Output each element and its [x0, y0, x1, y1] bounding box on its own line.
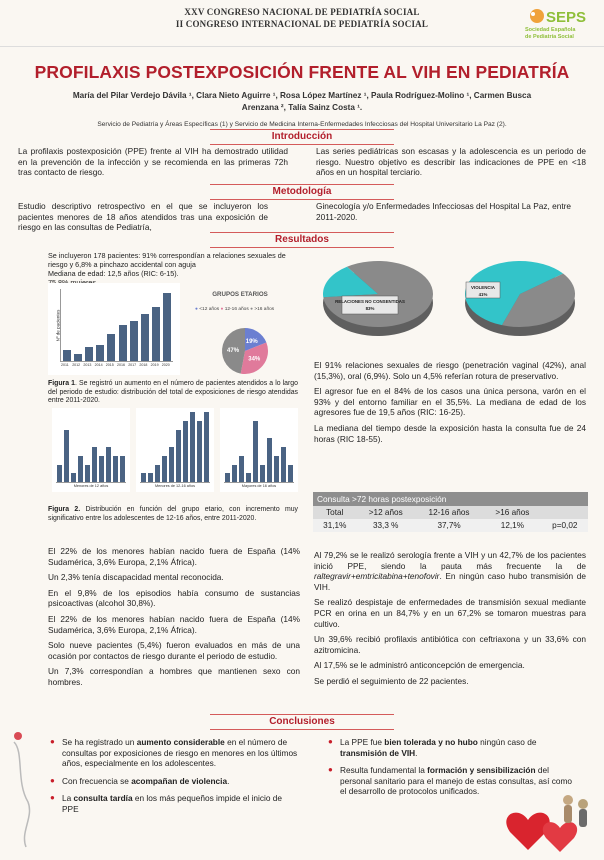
results-right-p3: La mediana del tiempo desde la exposición hasta la consulta fue de 24 horas (RIC 18-55). — [314, 422, 586, 444]
p4b: raltegravir+emtricitabina+tenofovir — [314, 571, 440, 582]
results-right-p5: Se realizó despistaje de enfermedades de transmisión sexual mediante PCR en orina en un 84,7% y en un 67,2% se tomaron muestras para cultivo. — [314, 597, 586, 629]
th-gt12: >12 años — [368, 508, 403, 517]
chart1-ylabel: Nº de pacientes — [55, 309, 61, 342]
seps-logo — [523, 4, 593, 44]
p4a: Al 79,2% se le realizó serología frente a VIH y un 42,7% de los pacientes inició PPE, siendo la pauta más frecuente la de — [314, 550, 586, 571]
c4d: transmisión de VIH — [340, 747, 416, 758]
chart1-tick: 2019 — [150, 363, 159, 367]
td-p: p=0,02 — [552, 521, 578, 530]
legend-lt12: <12 años — [199, 307, 220, 312]
table-header-row — [313, 506, 588, 519]
pie-label: 47% — [227, 347, 240, 354]
pie3d-label — [466, 282, 500, 298]
chart1-plot — [60, 289, 173, 367]
pie3d-label-text: 41% — [478, 292, 488, 297]
panel-bar — [204, 412, 209, 482]
results-left-text — [48, 546, 300, 693]
results-right-p2: El agresor fue en el 84% de los casos una única persona, varón en el 93% y del entorno familiar en el 35,5%. La mediana de edad de los agresores fue de 19,5 años (RIC: 16-25). — [314, 386, 586, 418]
panel-bar — [85, 465, 90, 483]
chart1-bar — [163, 293, 171, 361]
conclusions-left — [48, 737, 300, 821]
chart1-tick: 2020 — [161, 363, 170, 367]
c5a: Resulta fundamental la — [340, 765, 428, 775]
section-intro: Introducción — [210, 129, 394, 145]
chart1-tick: 2015 — [105, 363, 114, 367]
panel-bar — [148, 473, 153, 482]
figure1-caption — [48, 380, 298, 406]
violence-pie — [460, 252, 580, 342]
fig1-caption-text2: distribución del total de exposiciones de riesgo atendidas entre 2011-2020. — [48, 388, 298, 405]
panel-bar — [225, 473, 230, 482]
panel-bar — [288, 465, 293, 483]
chart1-bar — [119, 325, 127, 361]
chart1-tick: 2012 — [72, 363, 81, 367]
logo-sub1: Sociedad Española — [525, 27, 576, 33]
results-intro — [48, 251, 288, 287]
panel-bar — [246, 473, 251, 482]
authors-line2: Arenzana ², Talía Sainz Costa ¹. — [241, 103, 363, 112]
td-gt16: 12,1% — [500, 521, 524, 530]
panel-bar — [232, 465, 237, 483]
panel-bar — [267, 438, 272, 482]
logo-sub2: de Pediatría Social — [525, 34, 574, 40]
panel-bar — [253, 421, 258, 482]
hand-sketch-icon — [6, 722, 40, 852]
panel-bar — [141, 473, 146, 482]
chart1-tick: 2018 — [139, 363, 148, 367]
chart1-bar — [141, 314, 149, 361]
fig1-label: Figura 1 — [48, 380, 75, 387]
chart1-tick: 2017 — [128, 363, 137, 367]
age-panel — [52, 408, 130, 492]
section-results: Resultados — [210, 232, 394, 248]
chart-patients-by-year — [48, 283, 180, 375]
c1b: aumento considerable — [136, 737, 225, 747]
panel-bar — [260, 465, 265, 483]
chart1-tick: 2011 — [61, 363, 69, 367]
c4e: . — [415, 747, 418, 758]
c3b: consulta tardía — [73, 793, 133, 803]
intro-left: La profilaxis postexposición (PPE) frente al VIH ha demostrado utilidad en la prevención de la infección y se recomienda en las primeras 72h tras contacto de riesgo. — [18, 146, 288, 178]
panel-label: Mayores de 16 años — [241, 484, 277, 488]
affiliation: Servicio de Pediatría y Áreas Específicas (1) y Servicio de Medicina Interna-Enfermedades Infecciosas del Hospital Universitario La Paz (2). — [97, 121, 507, 128]
chart1-bar — [107, 334, 115, 361]
pie3d-label — [335, 296, 405, 314]
consult-table — [313, 492, 588, 532]
pie3d-label-text: RELACIONES NO CONSENTIDAS — [335, 299, 405, 304]
authors — [60, 90, 544, 114]
panel-label: Menores de 12-16 años — [154, 484, 196, 488]
c3c: en los más pequeños impide el inicio de PPE — [62, 793, 282, 814]
results-right-p7: Al 17,5% se le administró anticoncepción de emergencia. — [314, 660, 525, 671]
td-gt12: 33,3 % — [372, 521, 399, 530]
chart-age-panels — [52, 408, 302, 498]
results-right-p6: Un 39,6% recibió profilaxis antibiótica con ceftriaxona y un 33,6% con azitromicina. — [314, 634, 586, 655]
section-methods: Metodología — [210, 184, 394, 200]
panel-bar — [281, 447, 286, 482]
td-12-16: 37,7% — [437, 521, 461, 530]
c2b: acompañan de violencia — [131, 775, 228, 786]
panel-bar — [64, 430, 69, 483]
th-gt16: >16 años — [495, 508, 530, 517]
c4b: bien tolerada y no hubo — [384, 737, 478, 747]
conclusion-4 — [340, 737, 576, 758]
age-group-pie — [220, 326, 270, 376]
results-left-p1: El 22% de los menores habían nacido fuera de España (14% Sudamérica, 3,6% Europa, 2,1% África). — [48, 546, 300, 567]
chart1-tick: 2014 — [94, 363, 103, 367]
methods-left: Estudio descriptivo retrospectivo en el que se incluyeron los pacientes menores de 18 años atendidos tras una exposición de riesgo en las consultas de Pediatría, — [18, 201, 268, 233]
congress-title-1: XXV CONGRESO NACIONAL DE PEDIATRÍA SOCIAL — [184, 7, 420, 17]
c1a: Se ha registrado un — [62, 737, 137, 747]
results-left-p2: Un 2,3% tenía discapacidad mental reconocida. — [48, 572, 224, 583]
panel-bar — [190, 412, 195, 482]
results-intro2: Mediana de edad: 12,5 años (RIC: 6-15). — [48, 269, 179, 278]
results-left-p5: Solo nueve pacientes (5,4%) fueron evaluados en más de una ocasión por contactos de riesgo durante el periodo de estudio. — [48, 640, 300, 661]
table-row — [313, 519, 588, 532]
section-conclusions: Conclusiones — [210, 714, 394, 730]
td-total: 31,1% — [323, 521, 347, 530]
chart1-tick: 2016 — [117, 363, 125, 367]
chart1-bar — [63, 350, 71, 361]
th-total: Total — [326, 508, 344, 517]
results-right-text — [314, 360, 586, 449]
c4c: ningún caso de — [477, 737, 537, 747]
conclusion-1 — [62, 737, 300, 769]
panel-bar — [78, 456, 83, 482]
chart2-title: GRUPOS ETARIOS — [212, 291, 268, 298]
panel-label: Menores de 12 años — [73, 484, 109, 488]
non-consensual-pie — [318, 252, 438, 342]
pie-label: 19% — [245, 339, 258, 346]
results-right-p1: El 91% relaciones sexuales de riesgo (penetración vaginal (42%), anal (15,3%), oral (6,9%). Solo un 4,5% referían rotura de preservativo. — [314, 360, 586, 381]
c3a: La — [62, 793, 74, 803]
panel-bar — [176, 430, 181, 483]
chart1-bar — [85, 347, 93, 361]
congress-title-2: II CONGRESO INTERNACIONAL DE PEDIATRÍA SOCIAL — [175, 19, 429, 29]
panel-bar — [155, 465, 160, 483]
logo-text: SEPS — [546, 9, 587, 26]
th-p — [542, 506, 588, 519]
panel-bar — [99, 456, 104, 482]
chart1-bar — [152, 307, 160, 361]
panel-bar — [92, 447, 97, 482]
chart1-tick: 2013 — [83, 363, 92, 367]
panel-bar — [71, 473, 76, 482]
panel-bar — [120, 456, 125, 482]
pie3d-label-text: VIOLENCIA — [471, 285, 495, 290]
c4a: La PPE fue — [340, 737, 385, 747]
table-title: Consulta >72 horas postexposición — [313, 492, 588, 506]
panel-bar — [162, 456, 167, 482]
results-left-p3: En el 9,8% de los episodios había consumo de sustancias psicoactivas (alcohol 30,8%). — [48, 587, 300, 609]
fig2-label: Figura 2. — [48, 506, 81, 513]
age-panel — [220, 408, 298, 492]
results-intro1: Se incluyeron 178 pacientes: 91% correspondían a relaciones sexuales de riesgo y 6,8% a pinchazo accidental con aguja — [48, 251, 286, 269]
panel-bar — [274, 456, 279, 482]
pie-label: 34% — [248, 356, 261, 363]
panel-bar — [57, 465, 62, 483]
panel-bar — [183, 421, 188, 482]
c2c: . — [227, 775, 230, 786]
intro-right: Las series pediátricas son escasas y la adolescencia es un periodo de riesgo. Nuestro objetivo es describir las indicaciones de PPE en <18 años en un hospital terciario. — [316, 146, 586, 178]
results-left-p4: El 22% de los menores habían nacido fuera de España (14% Sudamérica, 3,6% Europa, 2,1% África). — [48, 613, 300, 635]
chart1-bar — [96, 345, 104, 361]
conclusion-3 — [62, 793, 300, 814]
fig2-caption-text: Distribución en función del grupo etario, con incremento muy significativo entre los adolescentes de 12-16 años, entre 2011-2020. — [48, 506, 299, 522]
panel-bar — [106, 447, 111, 482]
panel-bar — [239, 456, 244, 482]
results-right-p8: Se perdió el seguimiento de 22 pacientes. — [314, 675, 469, 686]
legend-12-16: 12-16 años — [224, 307, 249, 312]
panel-bar — [113, 456, 118, 482]
legend-gt16: >16 años — [254, 307, 275, 312]
age-panel — [136, 408, 214, 492]
results-right-text2 — [314, 550, 586, 692]
results-left-p6: Un 7,3% correspondían a hombres que mantienen sexo con hombres. — [48, 666, 300, 687]
chart1-bar — [74, 354, 82, 361]
results-right-p4 — [314, 550, 586, 592]
c1c: en el número de consultas por exposiciones de riesgo en menores en los últimos años, especialmente en los adolescentes. — [62, 737, 298, 768]
panel-bar — [169, 447, 174, 482]
c5c: del personal sanitario para el manejo de estas consultas, así como el desarrollo de protocolos unificados. — [340, 765, 572, 796]
authors-line1: María del Pilar Verdejo Dávila ¹, Clara Nieto Aguirre ¹, Rosa López Martínez ¹, Paula Rodríguez-Molino ¹, Carmen Busca — [72, 91, 532, 100]
chart1-bar — [130, 321, 138, 361]
c5b: formación y sensibilización — [427, 765, 536, 775]
poster-title: PROFILAXIS POSTEXPOSICIÓN FRENTE AL VIH EN PEDIATRÍA — [34, 62, 570, 82]
figure2-caption — [48, 506, 298, 523]
methods-right: Ginecología y/o Enfermedades Infecciosas del Hospital La Paz, entre 2011-2020. — [316, 201, 572, 222]
pie3d-label-text: 83% — [365, 306, 375, 311]
panel-bar — [197, 421, 202, 482]
chart2-legend: ● <12 años ● 12-16 años ● >16 años — [195, 307, 275, 312]
fig1-caption-text: . Se registró un aumento en el número de pacientes atendidos a lo largo del periodo de estudio: — [48, 380, 298, 396]
hearts-illustration-icon — [498, 780, 602, 858]
p4c: . En ningún caso hubo transmisión de VIH. — [314, 571, 586, 592]
c2a: Con frecuencia se — [62, 775, 132, 786]
th-12-16: 12-16 años — [428, 508, 470, 517]
conclusion-2 — [62, 776, 300, 787]
